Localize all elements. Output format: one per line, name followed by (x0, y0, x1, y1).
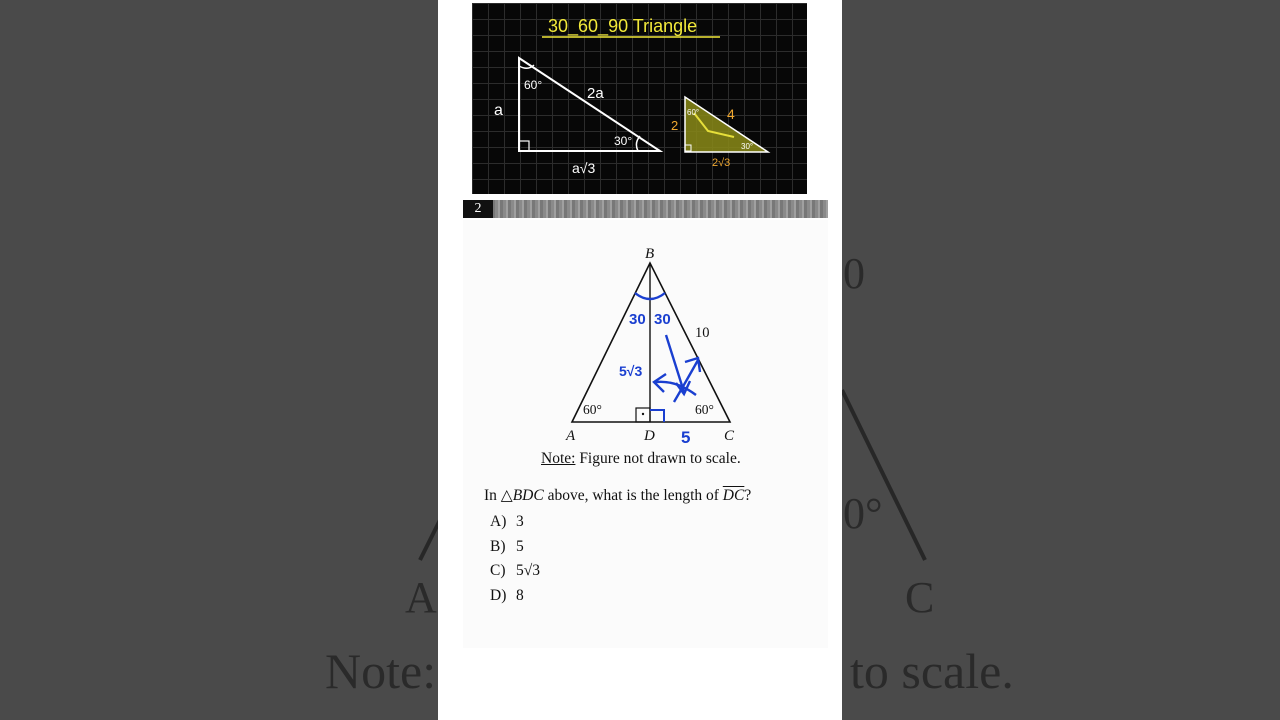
side-bc-label: 10 (695, 325, 710, 341)
vertex-c: C (724, 428, 735, 444)
small-label-hyp: 4 (727, 106, 735, 122)
big-label-hyp: 2a (587, 85, 604, 102)
choice-letter: B) (490, 537, 506, 555)
choice-c[interactable] (490, 562, 540, 587)
angle-c-label: 60° (695, 402, 714, 417)
question-post: ? (744, 487, 752, 504)
choice-d[interactable] (490, 587, 540, 612)
question-triangle: BDC (512, 487, 544, 504)
vertex-d: D (644, 428, 655, 444)
ink-angle-left: 30 (629, 311, 646, 328)
ghost-text-note: Note: (325, 643, 437, 699)
vertex-b: B (645, 246, 655, 262)
board-title: 30_60_90 Triangle (548, 16, 698, 36)
choice-letter: D) (490, 586, 507, 604)
ghost-text-zero: 0 (843, 249, 865, 298)
note-text: Figure not drawn to scale. (579, 450, 741, 467)
triangle-figure (438, 0, 842, 460)
small-label-angle-top: 60° (687, 108, 700, 117)
choice-value: 5 (516, 537, 524, 555)
ghost-text-scale: to scale. (850, 643, 1014, 699)
choice-letter: A) (490, 513, 507, 530)
right-angle-dot (642, 413, 644, 415)
ghost-text-c: C (905, 573, 935, 622)
choice-b[interactable] (490, 538, 540, 563)
right-angle-mark-right (650, 410, 664, 422)
big-label-side: a (494, 102, 503, 119)
note-prefix: Note: (541, 450, 576, 467)
angle-a-label: 60° (583, 402, 602, 417)
question-mid: above, what is the length of (543, 487, 723, 504)
choice-a[interactable] (490, 513, 540, 538)
choice-value: 3 (516, 513, 524, 530)
answer-choices (490, 513, 540, 611)
ink-swap-arrow-2 (674, 358, 700, 402)
triangle-abc (572, 263, 730, 422)
ghost-text-a: A (405, 573, 437, 622)
video-frame (438, 0, 842, 720)
choice-letter: C) (490, 562, 506, 579)
question-number: 2 (463, 200, 493, 218)
small-label-angle-right: 30° (741, 142, 754, 151)
ghost-text-angle: 0° (843, 489, 883, 538)
big-label-base: a√3 (572, 160, 596, 176)
question-segment: $\overline{DC}$ (722, 487, 745, 504)
big-label-angle-right: 30° (614, 134, 633, 148)
ink-angle-right: 30 (654, 311, 671, 328)
small-label-side: 2 (671, 118, 679, 133)
choice-value: 5√3 (516, 562, 541, 579)
choice-value: 8 (516, 586, 524, 604)
ink-height-label: 5√3 (619, 363, 643, 379)
ink-dc-label: 5 (681, 428, 691, 447)
question-pre: In △ (484, 487, 513, 504)
vertex-a: A (566, 428, 576, 444)
question-text (484, 486, 751, 505)
small-label-base: 2√3 (712, 157, 731, 169)
big-label-angle-top: 60° (524, 78, 543, 92)
figure-note (541, 450, 741, 468)
